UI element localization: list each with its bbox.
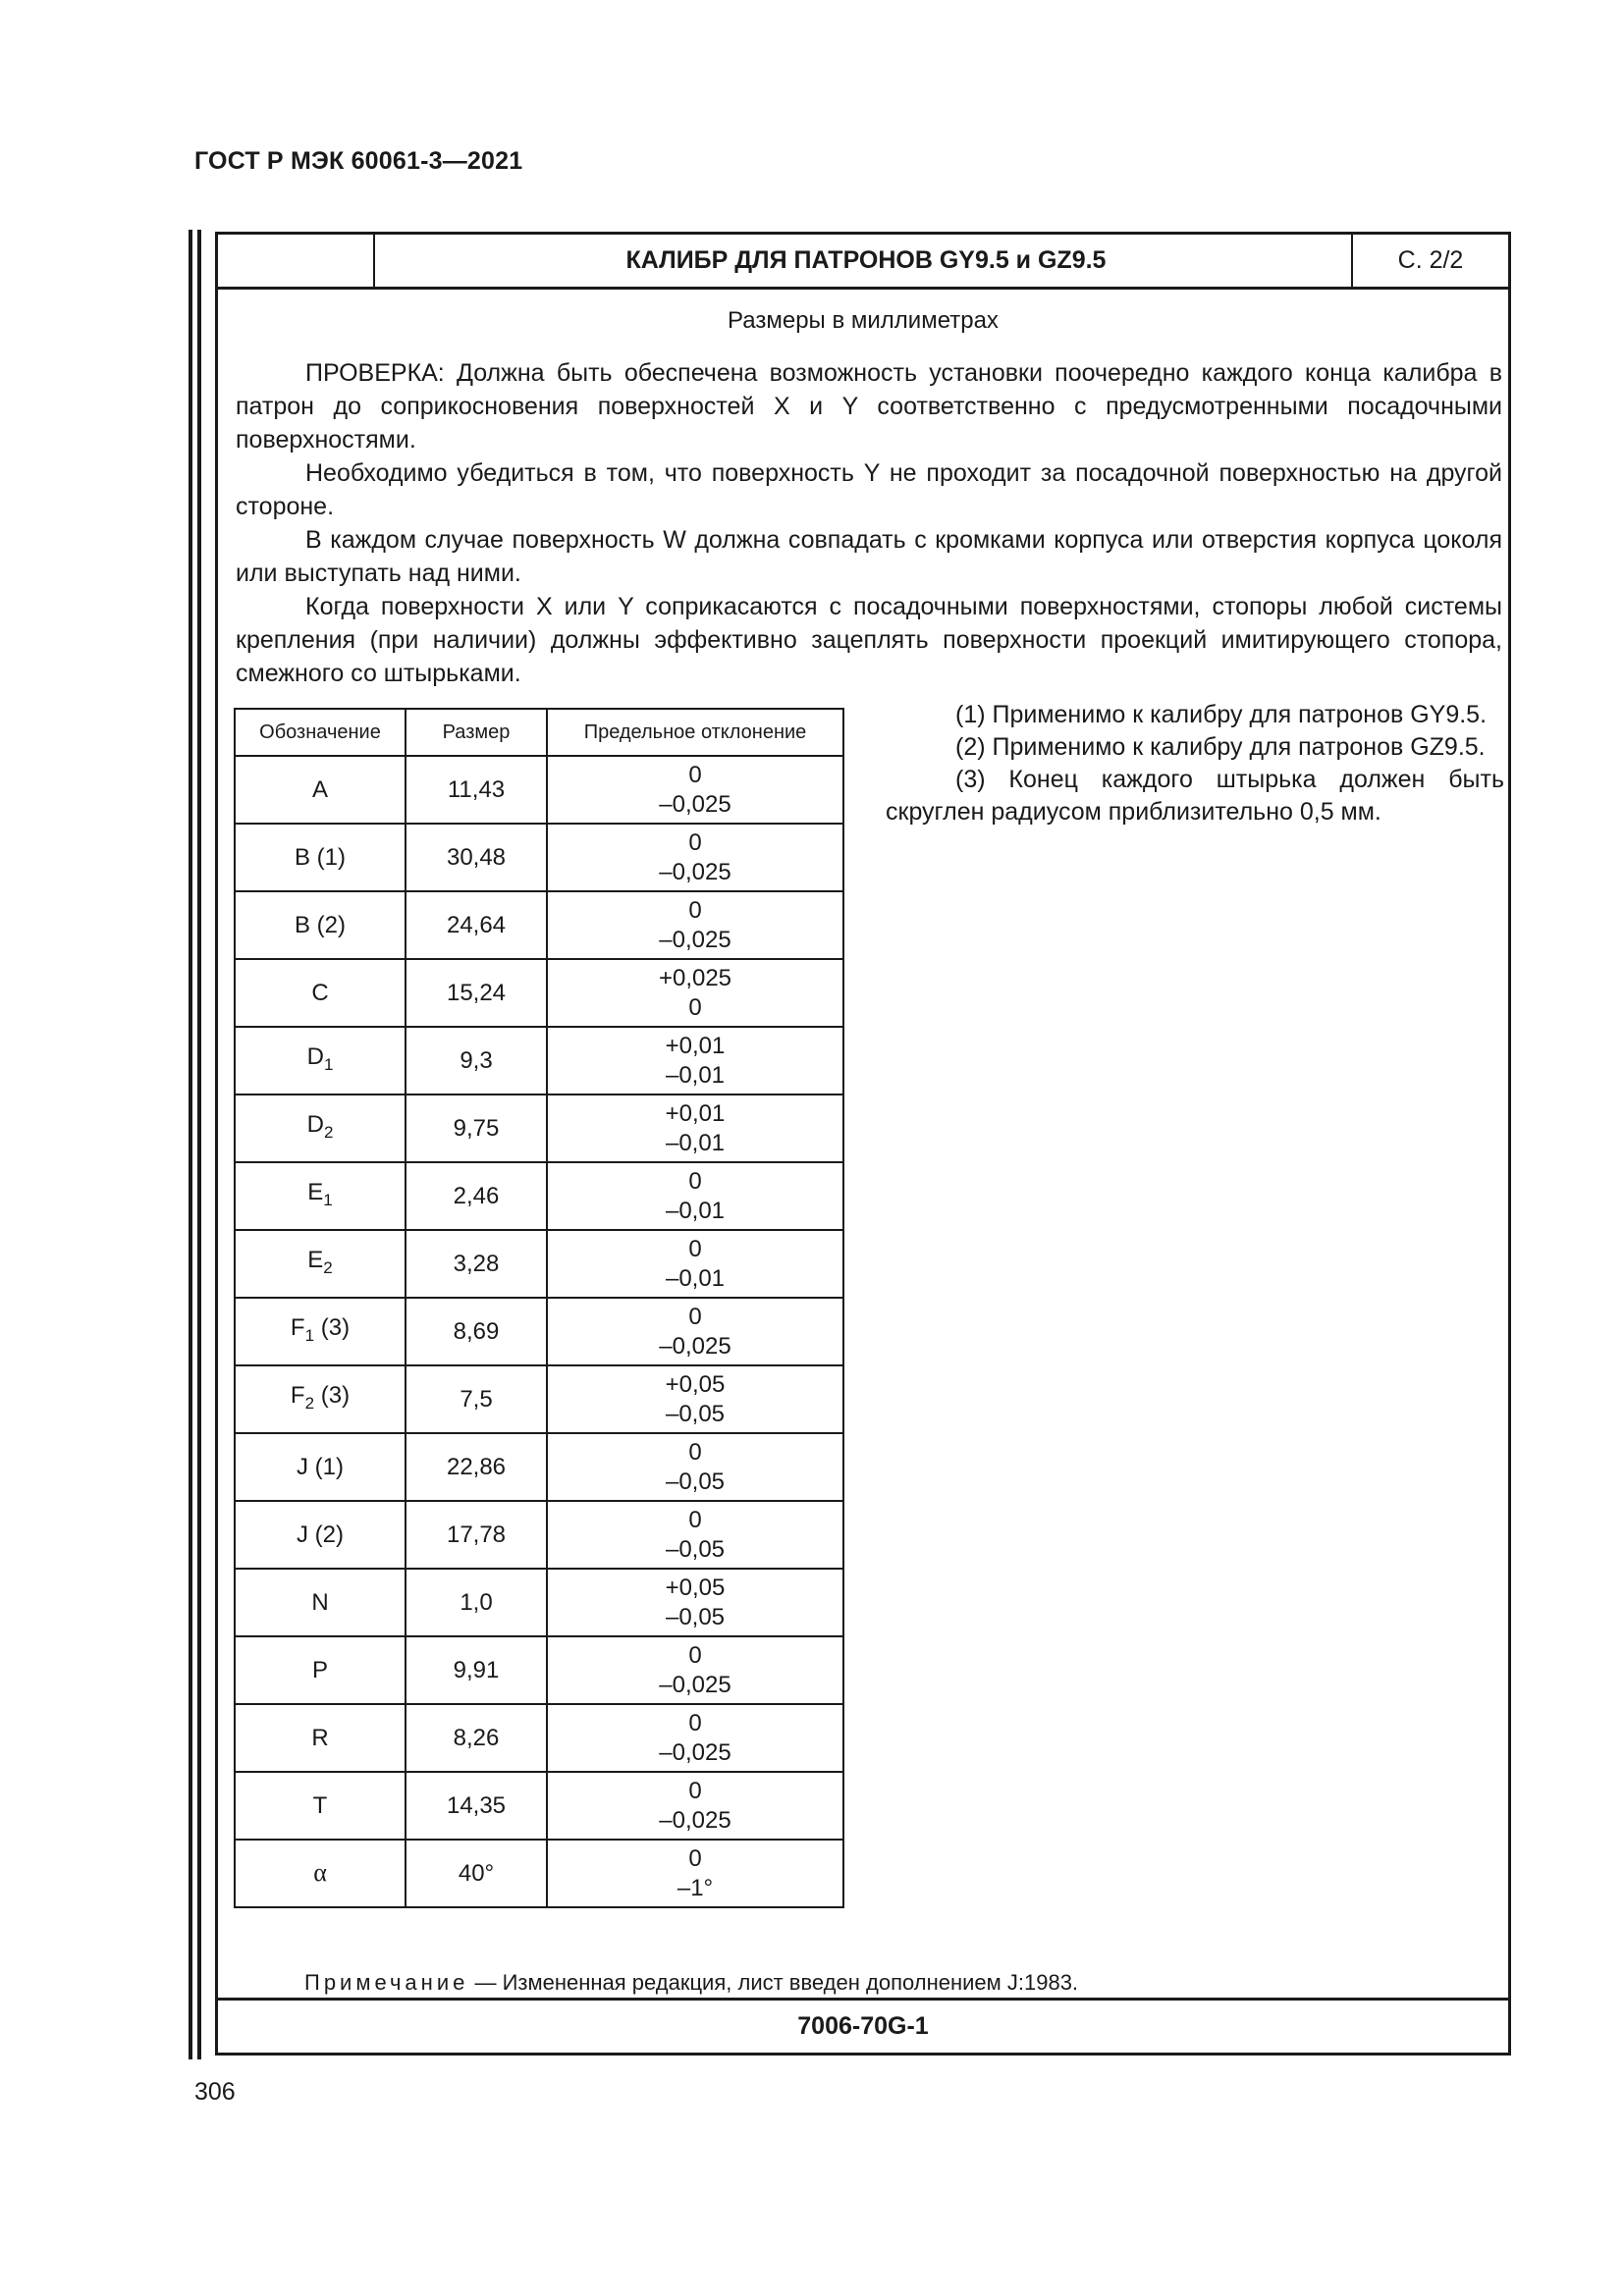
dimensions-table xyxy=(234,708,844,1908)
designation: F xyxy=(290,1381,305,1409)
deviation-cell xyxy=(547,1433,843,1501)
table-row xyxy=(235,1569,843,1636)
deviation-cell xyxy=(547,959,843,1027)
margin-bar-left xyxy=(189,230,192,2059)
designation-subscript: 1 xyxy=(304,1325,315,1345)
deviation-cell xyxy=(547,1569,843,1636)
lower-deviation: –0,025 xyxy=(659,1738,731,1766)
footnotes xyxy=(886,699,1504,828)
size-cell: 8,69 xyxy=(406,1298,547,1365)
table-row xyxy=(235,1501,843,1569)
deviation-cell xyxy=(547,1162,843,1230)
designation-cell xyxy=(235,1501,406,1569)
units-caption: Размеры в миллиметрах xyxy=(728,307,999,334)
deviation-cell xyxy=(547,1636,843,1704)
upper-deviation: 0 xyxy=(688,828,702,856)
designation: R xyxy=(311,1724,329,1751)
designation-cell xyxy=(235,1569,406,1636)
table-row xyxy=(235,959,843,1027)
table-body xyxy=(235,756,843,1907)
upper-deviation: +0,05 xyxy=(665,1370,726,1398)
table-row xyxy=(235,891,843,959)
designation: J (1) xyxy=(297,1453,344,1480)
upper-deviation: 0 xyxy=(688,1844,702,1872)
lower-deviation: –0,01 xyxy=(665,1061,726,1089)
upper-deviation: 0 xyxy=(688,896,702,924)
upper-deviation: +0,01 xyxy=(665,1032,726,1059)
size-cell: 11,43 xyxy=(406,756,547,824)
deviation-cell xyxy=(547,1704,843,1772)
deviation-cell xyxy=(547,824,843,891)
title-blank-cell xyxy=(218,235,375,287)
size-cell: 9,3 xyxy=(406,1027,547,1095)
lower-deviation: –0,01 xyxy=(665,1129,726,1156)
lower-deviation: –0,025 xyxy=(659,1671,731,1698)
paragraph: Когда поверхности X или Y соприкасаются с посадочными поверхностями, стопоры любой системы крепления (при наличии) должны эффективно зацеплять поверхности проекций имитирующего стопора, смежного со штырьками. xyxy=(236,593,1502,687)
designation-cell xyxy=(235,891,406,959)
upper-deviation: +0,01 xyxy=(665,1099,726,1127)
designation-subscript: 2 xyxy=(304,1393,315,1413)
lower-deviation: –0,025 xyxy=(659,858,731,885)
size-cell: 3,28 xyxy=(406,1230,547,1298)
size-cell: 8,26 xyxy=(406,1704,547,1772)
deviation-cell xyxy=(547,891,843,959)
lower-deviation: –0,05 xyxy=(665,1535,726,1563)
standard-header: ГОСТ Р МЭК 60061-3—2021 xyxy=(194,147,523,175)
lower-deviation: –1° xyxy=(677,1874,714,1901)
size-cell: 40° xyxy=(406,1840,547,1907)
upper-deviation: 0 xyxy=(688,1235,702,1262)
designation-subscript: 2 xyxy=(323,1122,334,1142)
upper-deviation: +0,025 xyxy=(658,964,732,991)
designation: E xyxy=(307,1246,324,1273)
table-row xyxy=(235,1027,843,1095)
size-cell: 22,86 xyxy=(406,1433,547,1501)
footnote: (2) Применимо к калибру для патронов GZ9.5. xyxy=(955,733,1486,761)
footnote: (1) Применимо к калибру для патронов GY9.5. xyxy=(955,701,1488,728)
page-number: 306 xyxy=(194,2078,236,2106)
lower-deviation: –0,025 xyxy=(659,1332,731,1360)
designation: α xyxy=(313,1858,327,1887)
designation: J (2) xyxy=(297,1521,344,1548)
header-size: Размер xyxy=(406,709,547,756)
size-cell: 30,48 xyxy=(406,824,547,891)
designation-cell xyxy=(235,1230,406,1298)
deviation-cell xyxy=(547,1230,843,1298)
designation: T xyxy=(312,1791,328,1819)
designation-cell xyxy=(235,1365,406,1433)
deviation-cell xyxy=(547,1365,843,1433)
table-row xyxy=(235,1772,843,1840)
paragraph: ПРОВЕРКА: Должна быть обеспечена возможность установки поочередно каждого конца калибра в патрон до соприкосновения поверхностей X и Y соответственно с предусмотренными посадочными поверхностями. xyxy=(236,359,1502,454)
lower-deviation: 0 xyxy=(688,993,702,1021)
lower-deviation: –0,01 xyxy=(665,1197,726,1224)
paragraph: Необходимо убедиться в том, что поверхность Y не проходит за посадочной поверхностью на другой стороне. xyxy=(236,459,1502,520)
upper-deviation: 0 xyxy=(688,1777,702,1804)
designation-note-ref: (3) xyxy=(314,1381,351,1409)
designation-cell xyxy=(235,1704,406,1772)
deviation-cell xyxy=(547,1840,843,1907)
header-designation: Обозначение xyxy=(235,709,406,756)
lower-deviation: –0,025 xyxy=(659,790,731,818)
upper-deviation: 0 xyxy=(688,1641,702,1669)
remark-label: Примечание xyxy=(304,1970,469,1995)
designation-note-ref: (3) xyxy=(314,1313,351,1341)
table-row xyxy=(235,1704,843,1772)
table-row xyxy=(235,1636,843,1704)
designation-subscript: 1 xyxy=(323,1054,334,1074)
table-row xyxy=(235,1840,843,1907)
size-cell: 15,24 xyxy=(406,959,547,1027)
designation-cell xyxy=(235,959,406,1027)
deviation-cell xyxy=(547,1772,843,1840)
remark xyxy=(304,1970,1078,1996)
deviation-cell xyxy=(547,1501,843,1569)
deviation-cell xyxy=(547,1298,843,1365)
sheet-number: С. 2/2 xyxy=(1351,235,1508,287)
table-row xyxy=(235,1365,843,1433)
designation-cell xyxy=(235,1840,406,1907)
designation-subscript: 2 xyxy=(323,1257,333,1277)
margin-bar-right xyxy=(197,230,201,2059)
deviation-cell xyxy=(547,756,843,824)
table-row xyxy=(235,1433,843,1501)
size-cell: 17,78 xyxy=(406,1501,547,1569)
designation-cell xyxy=(235,1298,406,1365)
designation-cell xyxy=(235,1027,406,1095)
sheet-title: КАЛИБР ДЛЯ ПАТРОНОВ GY9.5 и GZ9.5 xyxy=(625,246,1107,274)
size-cell: 1,0 xyxy=(406,1569,547,1636)
header-deviation: Предельное отклонение xyxy=(547,709,843,756)
size-cell: 7,5 xyxy=(406,1365,547,1433)
designation-cell xyxy=(235,1636,406,1704)
table-row xyxy=(235,1162,843,1230)
table-row xyxy=(235,1095,843,1162)
designation: E xyxy=(307,1178,324,1205)
size-cell: 9,75 xyxy=(406,1095,547,1162)
designation: B (2) xyxy=(294,911,346,938)
deviation-cell xyxy=(547,1095,843,1162)
designation: N xyxy=(311,1588,329,1616)
designation: D xyxy=(306,1042,324,1070)
remark-text: — Измененная редакция, лист введен дополнением J:1983. xyxy=(468,1970,1079,1995)
size-cell: 14,35 xyxy=(406,1772,547,1840)
table-header-row xyxy=(235,709,843,756)
designation: D xyxy=(306,1110,324,1138)
check-text xyxy=(236,356,1502,690)
lower-deviation: –0,01 xyxy=(665,1264,726,1292)
designation: P xyxy=(311,1656,328,1683)
size-cell: 9,91 xyxy=(406,1636,547,1704)
footnote: (3) Конец каждого штырька должен быть скруглен радиусом приблизительно 0,5 мм. xyxy=(886,766,1504,826)
table-row xyxy=(235,1298,843,1365)
paragraph: В каждом случае поверхность W должна совпадать с кромками корпуса или отверстия корпуса цоколя или выступать над ними. xyxy=(236,526,1502,587)
lower-deviation: –0,025 xyxy=(659,926,731,953)
upper-deviation: 0 xyxy=(688,1709,702,1736)
upper-deviation: 0 xyxy=(688,1167,702,1195)
designation: A xyxy=(311,775,328,803)
upper-deviation: 0 xyxy=(688,1438,702,1466)
lower-deviation: –0,05 xyxy=(665,1603,726,1630)
designation-cell xyxy=(235,1162,406,1230)
data-sheet xyxy=(215,232,1511,2056)
upper-deviation: +0,05 xyxy=(665,1574,726,1601)
upper-deviation: 0 xyxy=(688,761,702,788)
designation-subscript: 1 xyxy=(323,1190,333,1209)
table-row xyxy=(235,1230,843,1298)
title-row xyxy=(218,235,1508,290)
upper-deviation: 0 xyxy=(688,1303,702,1330)
designation-cell xyxy=(235,1095,406,1162)
sheet-code: 7006-70G-1 xyxy=(218,1998,1508,2053)
deviation-cell xyxy=(547,1027,843,1095)
designation: B (1) xyxy=(294,843,346,871)
lower-deviation: –0,05 xyxy=(665,1400,726,1427)
designation-cell xyxy=(235,824,406,891)
designation: C xyxy=(311,979,329,1006)
lower-deviation: –0,05 xyxy=(665,1468,726,1495)
designation-cell xyxy=(235,1433,406,1501)
size-cell: 2,46 xyxy=(406,1162,547,1230)
size-cell: 24,64 xyxy=(406,891,547,959)
designation-cell xyxy=(235,1772,406,1840)
lower-deviation: –0,025 xyxy=(659,1806,731,1834)
table-row xyxy=(235,756,843,824)
table-row xyxy=(235,824,843,891)
designation-cell xyxy=(235,756,406,824)
upper-deviation: 0 xyxy=(688,1506,702,1533)
designation: F xyxy=(290,1313,305,1341)
